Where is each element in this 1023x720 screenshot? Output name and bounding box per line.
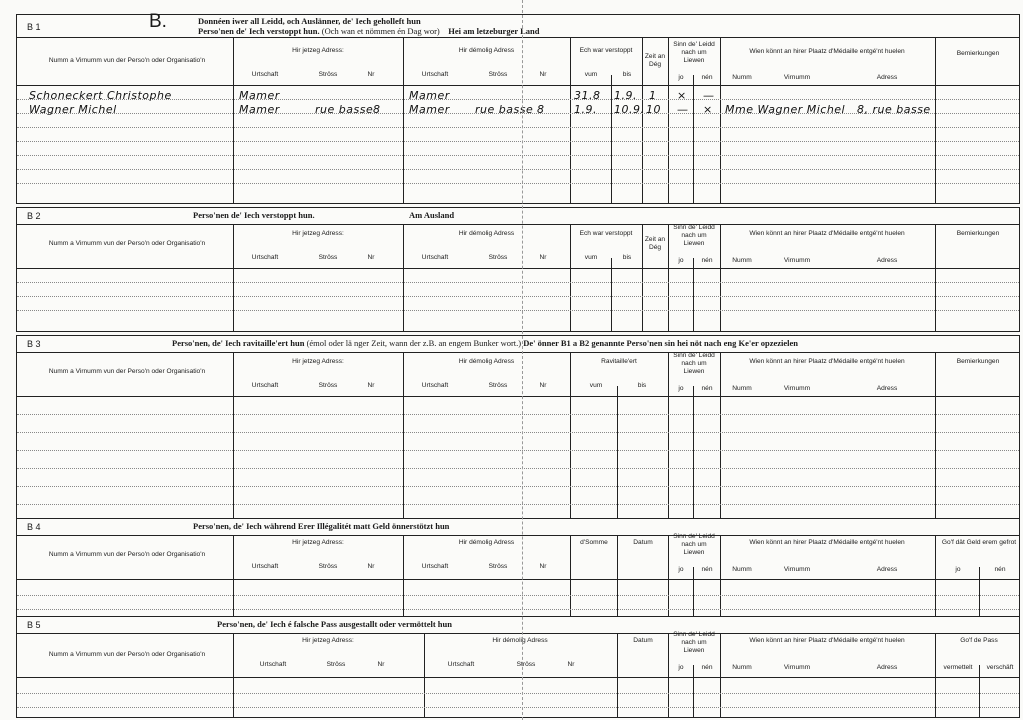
title-normal: (émol oder lä nger Zeit, wann der z.B. an engem Bunker wort.) [306,338,522,348]
section-b2-title [17,208,1019,225]
header-medal: Wien könnt an hirer Plaatz d'Médaille entgé'nt huelen [749,358,905,365]
header-yes: jo [678,74,684,81]
entry-nr: 8 [373,103,381,116]
header-suffered: Sinn de' Leidd nach um Liewen [673,41,715,64]
entry-no: — [703,89,715,102]
header-street-old: Ströss [488,254,508,261]
section-title [172,338,798,348]
header-medal-first: Virnumm [783,74,811,81]
header-no: nén [701,664,713,671]
section-id: B 5 [27,620,41,630]
header-yes: jo [678,385,684,392]
section-title-line1: Donnéen iwer all Leidd, och Auslänner, de' Iech geholleft hun [198,16,421,26]
header-nr: Nr [367,382,375,389]
header-date: Datum [633,637,653,644]
entry-old-nr: 8 [537,103,545,116]
entry-old-town: Mamer [409,89,450,102]
header-no: nén [701,566,713,573]
header-town: Urtschaft [259,661,287,668]
header-suffered: Sinn de' Leidd nach um Liewen [673,352,715,375]
header-pass-mediated: verschäft [986,664,1014,671]
header-town-old: Urtschaft [421,254,449,261]
entry-name: Schoneckert Christophe [29,89,172,102]
header-nr-old: Nr [539,563,547,570]
entry-name: Wagner Michel [29,103,117,116]
header-town-old: Urtschaft [421,563,449,570]
header-nr-old: Nr [539,382,547,389]
header-medal-first: Virnumm [783,566,811,573]
entry-from: 1.9. [574,103,597,116]
header-addr-now: Hir jetzeg Adress: [292,539,344,546]
header-yes: jo [678,566,684,573]
header-medal: Wien könnt an hirer Plaatz d'Médaille entgé'nt huelen [749,637,905,644]
section-id: B 4 [27,522,41,532]
header-street: Ströss [326,661,346,668]
header-medal-addr: Adress [876,566,898,573]
section-letter: B. [149,11,167,32]
entry-to: 10.9. [614,103,645,116]
header-money-back: Go'f dät Geld erem gefrot [941,539,1017,546]
header-to: bis [622,71,632,78]
entry-medal-name: Mme Wagner Michel [725,103,846,116]
header-medal: Wien könnt an hirer Plaatz d'Médaille entgé'nt huelen [749,48,905,55]
header-to: bis [622,254,632,261]
form-sheet [16,11,1020,719]
section-id: B 2 [27,211,41,221]
entry-yes: × [677,89,687,102]
header-nr: Nr [367,563,375,570]
header-street-old: Ströss [488,71,508,78]
entry-medal-addr: 8, rue basse [857,103,931,116]
entry-no: × [703,103,713,116]
section-title: Perso'nen de' Iech verstoppt hun. [193,210,315,220]
header-name: Numm a Virnumm vun der Perso'n oder Organisatio'n [48,551,206,558]
header-ravitailleert: Ravitaille'ert [601,358,637,365]
title-right: De' önner B1 a B2 genannte Perso'nen sin hei nöt nach eng Ke'er opzezielen [523,338,799,348]
header-nr: Nr [367,71,375,78]
section-b5-title [17,617,1019,634]
entry-old-street: rue basse [475,103,534,116]
header-street: Ströss [318,254,338,261]
header-name: Numm a Virnumm vun der Perso'n oder Organisatio'n [48,57,206,64]
header-addr-now: Hir jetzeg Adress: [292,230,344,237]
header-suffered: Sinn de' Leidd nach um Liewen [673,224,715,247]
entry-yes: — [677,103,689,116]
header-from: vum [584,254,598,261]
header-addr-then: Hir démolig Adress [492,637,548,644]
section-b4-title [17,519,1019,536]
header-medal: Wien könnt an hirer Plaatz d'Médaille entgé'nt huelen [749,539,905,546]
header-suffered: Sinn de' Leidd nach um Liewen [673,533,715,556]
section-b3-title [17,336,1019,353]
entry-street: rue basse [315,103,374,116]
header-nr-old: Nr [567,661,575,668]
header-medal-first: Virnumm [783,257,811,264]
header-addr-then: Hir démolig Adress [458,358,515,365]
header-medal-addr: Adress [876,74,898,81]
entry-from: 31.8 [574,89,601,102]
header-addr-now: Hir jetzeg Adress: [302,637,354,644]
header-town: Urtschaft [251,563,279,570]
header-medal-name: Numm [732,74,752,81]
section-b2 [16,207,1020,332]
header-medal-addr: Adress [876,385,898,392]
entry-town: Mamer [239,103,280,116]
header-town: Urtschaft [251,71,279,78]
header-name: Numm a Virnumm vun der Perso'n oder Organisatio'n [48,368,206,375]
header-addr-then: Hir démolig Adress [458,230,515,237]
header-addr-now: Hir jetzeg Adress: [292,47,344,54]
section-title-line2 [198,26,539,36]
header-medal-addr: Adress [876,257,898,264]
header-street: Ströss [318,71,338,78]
header-medal-name: Numm [732,257,752,264]
header-addr-then: Hir démolig Adress [458,539,515,546]
header-date: Datum [633,539,653,546]
header-no: nén [701,74,713,81]
header-town-old: Urtschaft [421,382,449,389]
header-town: Urtschaft [251,382,279,389]
header-medal-first: Virnumm [783,664,811,671]
section-title: Perso'nen, de' Iech während Erer Illégalitét matt Geld önnerstötzt hun [193,521,450,531]
header-street-old: Ströss [516,661,536,668]
header-yes: jo [678,664,684,671]
header-medal-addr: Adress [876,664,898,671]
header-street: Ströss [318,563,338,570]
header-money-no: nén [994,566,1006,573]
header-nr: Nr [367,254,375,261]
header-hidden: Ech war verstoppt [579,230,633,237]
title-right: Hei am letzeburger Land [448,26,540,36]
header-medal: Wien könnt an hirer Plaatz d'Médaille entgé'nt huelen [749,230,905,237]
header-street-old: Ströss [488,382,508,389]
header-remarks: Bemierkungen [956,358,1000,365]
header-name: Numm a Virnumm vun der Perso'n oder Organisatio'n [48,240,206,247]
header-to: bis [637,382,647,389]
header-town: Urtschaft [251,254,279,261]
header-medal-name: Numm [732,385,752,392]
header-remarks: Bemierkungen [956,230,1000,237]
page-fold-line [522,0,523,720]
header-nr-old: Nr [539,71,547,78]
title-normal: (Och wan et nömmen én Dag wor) [321,26,440,36]
entry-town: Mamer [239,89,280,102]
section-b3 [16,335,1020,519]
header-medal-name: Numm [732,664,752,671]
header-from: vum [584,71,598,78]
section-b5 [16,616,1020,718]
header-nr: Nr [377,661,385,668]
entry-days: 10 [646,103,661,116]
header-days: Zeit an Dég [644,53,666,68]
header-suffered: Sinn de' Leidd nach um Liewen [673,631,715,654]
header-no: nén [701,257,713,264]
section-id: B 3 [27,339,41,349]
title-bold: Perso'nen de' Iech verstoppt hun. [198,26,320,36]
section-b4 [16,518,1020,618]
section-title: Perso'nen, de' Iech é falsche Pass ausgestallt oder vermöttelt hun [217,619,452,629]
entry-days: 1 [649,89,657,102]
header-days: Zeit an Dég [644,236,666,251]
header-addr-now: Hir jetzeg Adress: [292,358,344,365]
header-street: Ströss [318,382,338,389]
header-medal-name: Numm [732,566,752,573]
section-b1 [16,11,1020,204]
header-sum: d'Somme [580,539,608,546]
header-from: vum [589,382,603,389]
header-money-yes: jo [955,566,961,573]
entry-old-town: Mamer [409,103,450,116]
title-bold: Perso'nen, de' Iech ravitaille'ert hun [172,338,305,348]
header-pass-issued: vermettelt [943,664,973,671]
header-town-old: Urtschaft [447,661,475,668]
header-yes: jo [678,257,684,264]
header-addr-then: Hir démolig Adress [458,47,515,54]
header-hidden: Ech war verstoppt [579,47,633,54]
section-b1-title [17,11,1019,38]
entry-to: 1.9. [614,89,637,102]
header-nr-old: Nr [539,254,547,261]
section-id: B 1 [27,22,41,32]
section-title-right: Am Ausland [409,210,455,220]
header-medal-first: Virnumm [783,385,811,392]
header-street-old: Ströss [488,563,508,570]
header-no: nén [701,385,713,392]
header-town-old: Urtschaft [421,71,449,78]
header-name: Numm a Virnumm vun der Perso'n oder Organisatio'n [48,651,206,658]
header-remarks: Bemierkungen [956,50,1000,57]
header-pass: Go'f de Pass [960,637,998,644]
